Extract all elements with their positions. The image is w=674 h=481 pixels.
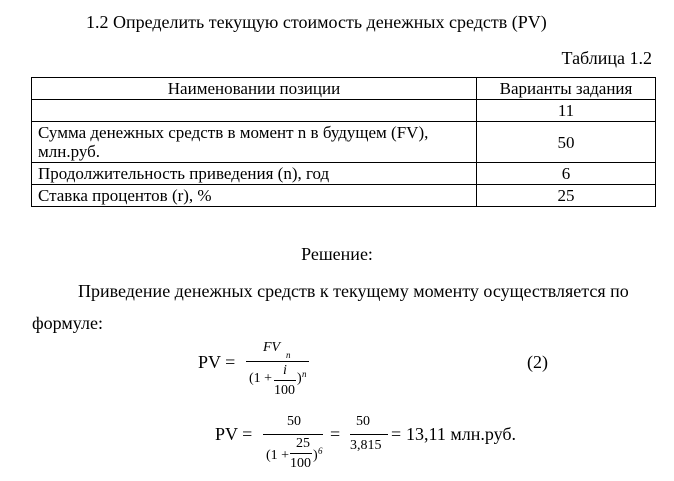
formula1-number: (2) (527, 352, 548, 372)
formula1-num-sub: n (286, 350, 291, 360)
formula2-eq2: = (391, 424, 402, 444)
formula2-den-100: 100 (290, 456, 311, 471)
formula2-den-exp: 6 (318, 446, 323, 456)
formula1-den-i: i (283, 363, 287, 378)
row-value-r: 25 (477, 185, 656, 207)
table-row-variant (32, 100, 656, 122)
formula2-fraction2-bar (350, 434, 388, 435)
formula2-den-25: 25 (296, 436, 310, 451)
data-table (31, 77, 656, 207)
solution-title: Решение: (301, 244, 373, 264)
row-value-n: 6 (477, 163, 656, 185)
formula2-num2: 50 (356, 414, 370, 429)
table-header-row (32, 78, 656, 100)
formula2-eq1: = (330, 424, 341, 444)
formula2-den-open: (1 + (266, 448, 290, 463)
formula2-fraction-bar (263, 434, 323, 435)
formula2-inner-bar (290, 453, 312, 454)
formula1-den-100: 100 (274, 383, 295, 398)
formula1-den-open: (1 + (249, 371, 273, 386)
table-row (32, 185, 656, 207)
row-name-n: Продолжительность приведения (n), год (32, 163, 477, 185)
section-heading: 1.2 Определить текущую стоимость денежных средств (PV) (86, 12, 547, 32)
formula2-num: 50 (287, 414, 301, 429)
formula1-inner-bar (274, 380, 296, 381)
formula1-den-exp: n (302, 369, 307, 379)
formula2-den-close: ) (313, 448, 318, 463)
row-value-fv: 50 (477, 122, 656, 163)
paragraph-line2: формуле: (32, 313, 103, 333)
row-name-fv-line1: Сумма денежных средств в момент n в будущем (FV), (38, 123, 429, 142)
formula1-lhs: PV = (198, 352, 236, 372)
paragraph-line1: Приведение денежных средств к текущему моменту осуществляется по (78, 281, 629, 301)
row-name-r: Ставка процентов (r), % (32, 185, 477, 207)
row-name-fv-line2: млн.руб. (38, 142, 101, 161)
formula1-den-close: ) (297, 371, 302, 386)
header-position: Наименовании позиции (32, 78, 477, 100)
formula2-lhs: PV = (215, 424, 253, 444)
table-row (32, 122, 656, 163)
row-name-fv (32, 122, 477, 163)
table-cell-empty (32, 100, 477, 122)
formula1-fraction-bar (246, 361, 309, 362)
table-label: Таблица 1.2 (561, 48, 652, 68)
table-row (32, 163, 656, 185)
formula2-result: 13,11 млн.руб. (406, 424, 517, 444)
header-variants: Варианты задания (477, 78, 656, 100)
formula2-den2: 3,815 (350, 438, 382, 453)
formula1-num: FV (263, 340, 281, 355)
variant-number: 11 (477, 100, 656, 122)
